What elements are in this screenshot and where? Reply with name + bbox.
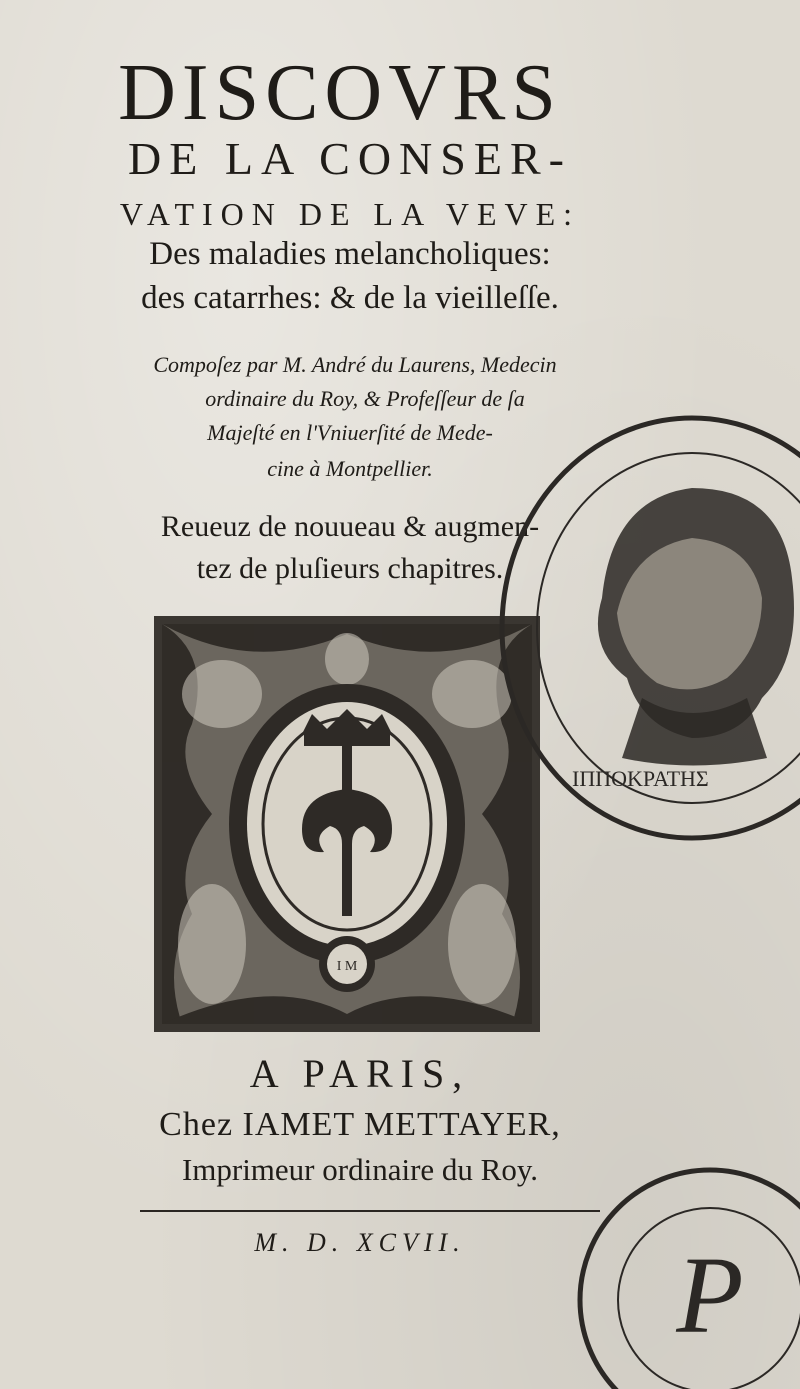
title-line-2: DE LA CONSER- (128, 133, 572, 184)
imprint-place: A PARIS, (249, 1051, 471, 1096)
imprint-date: M. D. XCVII. (254, 1228, 466, 1257)
medical-school-stamp (492, 398, 800, 848)
title-line-3: VATION DE LA VEVE: (119, 196, 581, 232)
imprint-printer: Chez IAMET METTAYER, (159, 1106, 561, 1143)
library-stamp (560, 1160, 800, 1389)
title-line-5: des catarrhes: & de la vieilleſſe. (141, 280, 559, 316)
author-line-2: ordinaire du Roy, & Profeſſeur de ſa (205, 386, 525, 411)
title-line-1: DISCOVRS (118, 49, 562, 137)
divider-rule (140, 1210, 600, 1212)
author-line-4: cine à Montpellier. (267, 456, 433, 481)
revision-line-2: tez de pluſieurs chapitres. (196, 552, 504, 585)
revision-line-1: Reueuz de nouueau & augmen- (160, 510, 540, 543)
title-line-4: Des maladies melancholiques: (149, 236, 551, 272)
stamp-caption: ΙΠΠΟΚΡΑΤΗΣ (572, 766, 709, 791)
woodcut-monogram: I M (336, 959, 358, 974)
imprint-printer-title: Imprimeur ordinaire du Roy. (181, 1152, 539, 1187)
author-line-3: Majeſté en l'Vniuerſité de Mede- (207, 420, 493, 445)
printer-device-woodcut (152, 614, 542, 1034)
library-monogram: P (676, 1234, 744, 1356)
author-line-1: Compoſez par M. André du Laurens, Medecin (153, 352, 557, 377)
